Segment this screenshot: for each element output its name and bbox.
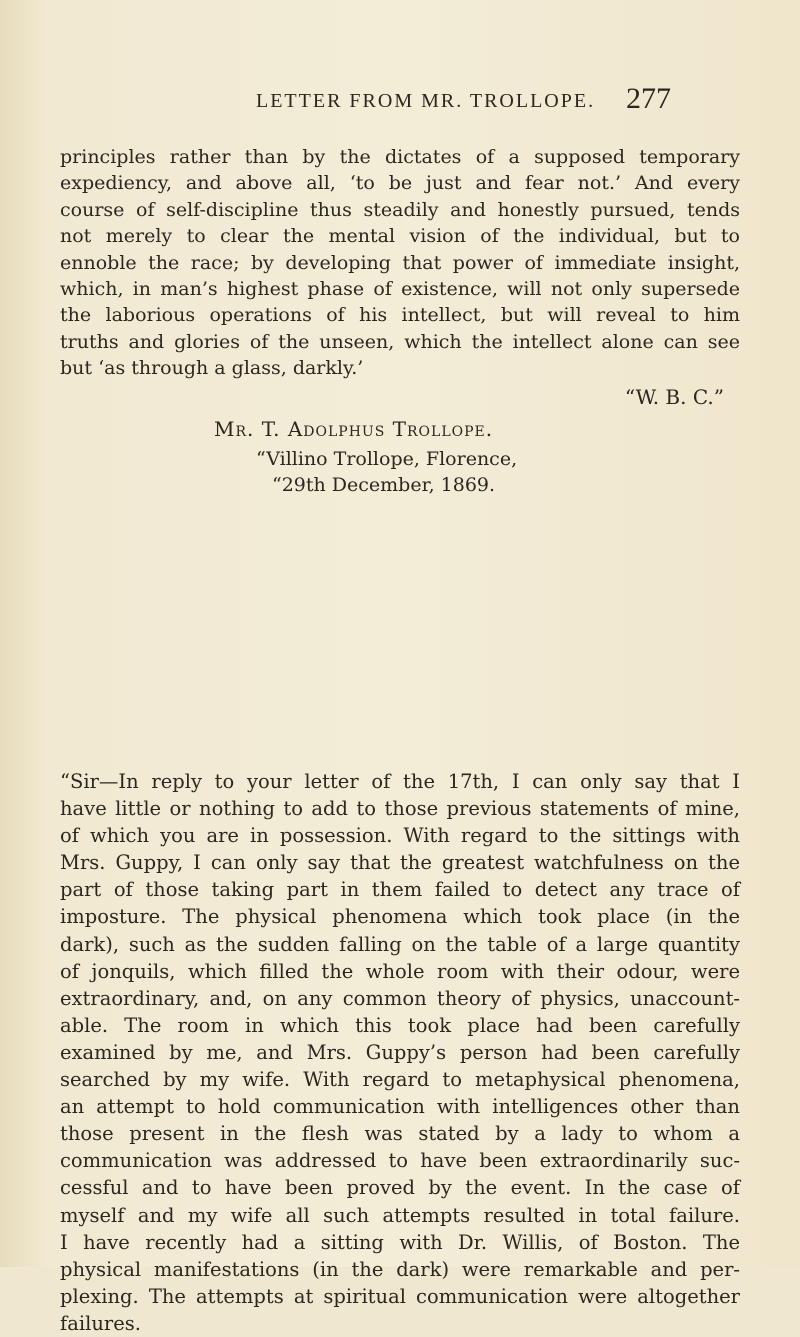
letter-date: “29th December, 1869. (272, 473, 496, 496)
text-line: the laborious operations of his intellect, but will reveal to him (60, 304, 740, 327)
text-line: cessful and to have been proved by the event. In the case of (60, 1176, 740, 1200)
running-head: LETTER FROM MR. TROLLOPE. (256, 90, 596, 112)
text-line: of which you are in possession. With regard to the sittings with (60, 824, 740, 848)
text-line: those present in the flesh was stated by a lady to whom a (60, 1122, 740, 1146)
text-line: dark), such as the sudden falling on the table of a large quantity (60, 932, 740, 956)
text-line: able. The room in which this took place had been carefully (60, 1013, 740, 1037)
text-line: physical manifestations (in the dark) were remarkable and per- (60, 1257, 740, 1281)
letter-place: “Villino Trollope, Florence, (256, 447, 518, 470)
text-line: but ‘as through a glass, darkly.’ (60, 357, 364, 380)
text-line: ennoble the race; by developing that power of immediate insight, (60, 251, 740, 274)
text-line: failures. (60, 1311, 141, 1335)
text-line: expediency, and above all, ‘to be just and fear not.’ And every (60, 172, 740, 195)
text-line: searched by my wife. With regard to metaphysical phenomena, (60, 1068, 740, 1092)
text-line: communication was addressed to have been extraordinarily suc- (60, 1149, 740, 1173)
text-line: part of those taking part in them failed to detect any trace of (60, 878, 740, 902)
text-line: principles rather than by the dictates of a supposed temporary (60, 146, 740, 168)
addressee-heading: Mr. T. Adolphus Trollope. (214, 416, 494, 441)
text-line: of jonquils, which filled the whole room with their odour, were (60, 959, 740, 983)
text-line: “Sir—In reply to your letter of the 17th, I can only say that I (60, 770, 740, 793)
signature: “W. B. C.” (624, 384, 724, 409)
text-line: Mrs. Guppy, I can only say that the greatest watchfulness on the (60, 851, 740, 875)
text-line: plexing. The attempts at spiritual communication were altogether (60, 1284, 740, 1308)
text-line: extraordinary, and, on any common theory of physics, unaccount- (60, 986, 740, 1010)
letter-excerpt (60, 144, 740, 498)
text-line: course of self-discipline thus steadily and honestly pursued, tends (60, 198, 740, 221)
text-line: which, in man’s highest phase of existence, will not only supersede (60, 277, 740, 300)
text-line: I have recently had a sitting with Dr. Willis, of Boston. The (60, 1230, 740, 1254)
text-line: imposture. The physical phenomena which took place (in the (60, 905, 740, 929)
page-number: 277 (626, 82, 671, 115)
text-line: an attempt to hold communication with intelligences other than (60, 1095, 740, 1119)
page-header (0, 82, 800, 126)
text-line: myself and my wife all such attempts resulted in total failure. (60, 1203, 740, 1227)
text-line: truths and glories of the unseen, which the intellect alone can see (60, 330, 740, 353)
text-line: not merely to clear the mental vision of the individual, but to (60, 225, 740, 248)
text-line: have little or nothing to add to those previous statements of mine, (60, 797, 740, 821)
text-line: examined by me, and Mrs. Guppy’s person had been carefully (60, 1040, 740, 1064)
trollope-letter-body (60, 768, 740, 1337)
